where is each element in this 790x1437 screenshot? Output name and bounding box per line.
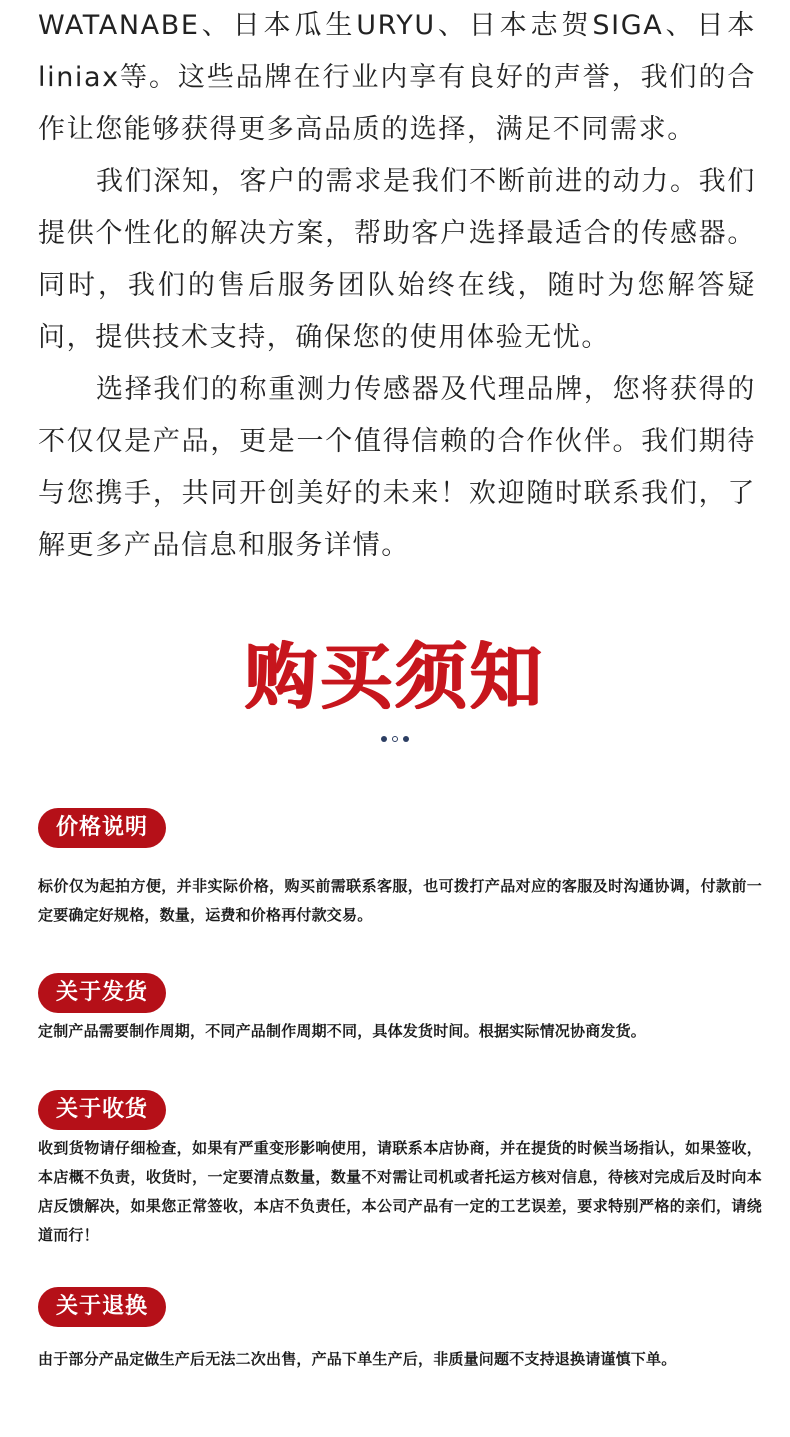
section-label-badge: 关于发货	[38, 973, 166, 1013]
purchase-notice-title: 购买须知	[244, 635, 545, 719]
dot-icon	[392, 736, 398, 742]
section-text: 收到货物请仔细检查，如果有严重变形影响使用，请联系本店协商，并在提货的时候当场指认，如果签收，本店概不负责，收货时，一定要清点数量，数量不对需让司机或者托运方核对信息，待核对完成后及时向本店反馈解决，如果您正常签收，本店不负责任，本公司产品有一定的工艺误差，要求特别严格的亲们，请绕道而行！	[38, 1139, 762, 1244]
dot-icon	[381, 736, 387, 742]
notice-section-shipping	[38, 973, 762, 1046]
notice-section-returns	[38, 1287, 762, 1374]
notice-section-receiving	[38, 1090, 762, 1250]
notice-section-price	[38, 808, 762, 930]
intro-paragraph: 选择我们的称重测力传感器及代理品牌，您将获得的不仅仅是产品，更是一个值得信赖的合作伙伴。我们期待与您携手，共同开创美好的未来！欢迎随时联系我们，了解更多产品信息和服务详情。	[38, 374, 756, 561]
decorative-dots	[0, 736, 790, 742]
intro-paragraph: WATANABE、日本瓜生URYU、日本志贺SIGA、日本liniax等。这些品牌在行业内享有良好的声誉，我们的合作让您能够获得更多高品质的选择，满足不同需求。	[38, 10, 756, 145]
section-text: 标价仅为起拍方便，并非实际价格，购买前需联系客服，也可拨打产品对应的客服及时沟通协调，付款前一定要确定好规格，数量，运费和价格再付款交易。	[38, 877, 762, 924]
dot-icon	[403, 736, 409, 742]
section-label-badge: 关于退换	[38, 1287, 166, 1327]
section-text: 定制产品需要制作周期，不同产品制作周期不同，具体发货时间。根据实际情况协商发货。	[38, 1022, 647, 1040]
intro-paragraph: 我们深知，客户的需求是我们不断前进的动力。我们提供个性化的解决方案，帮助客户选择最适合的传感器。同时，我们的售后服务团队始终在线，随时为您解答疑问，提供技术支持，确保您的使用体验无忧。	[38, 166, 756, 353]
section-label-badge: 关于收货	[38, 1090, 166, 1130]
section-label-badge: 价格说明	[38, 808, 166, 848]
section-text: 由于部分产品定做生产后无法二次出售，产品下单生产后，非质量问题不支持退换请谨慎下单。	[38, 1350, 677, 1368]
intro-text-block	[38, 0, 756, 572]
